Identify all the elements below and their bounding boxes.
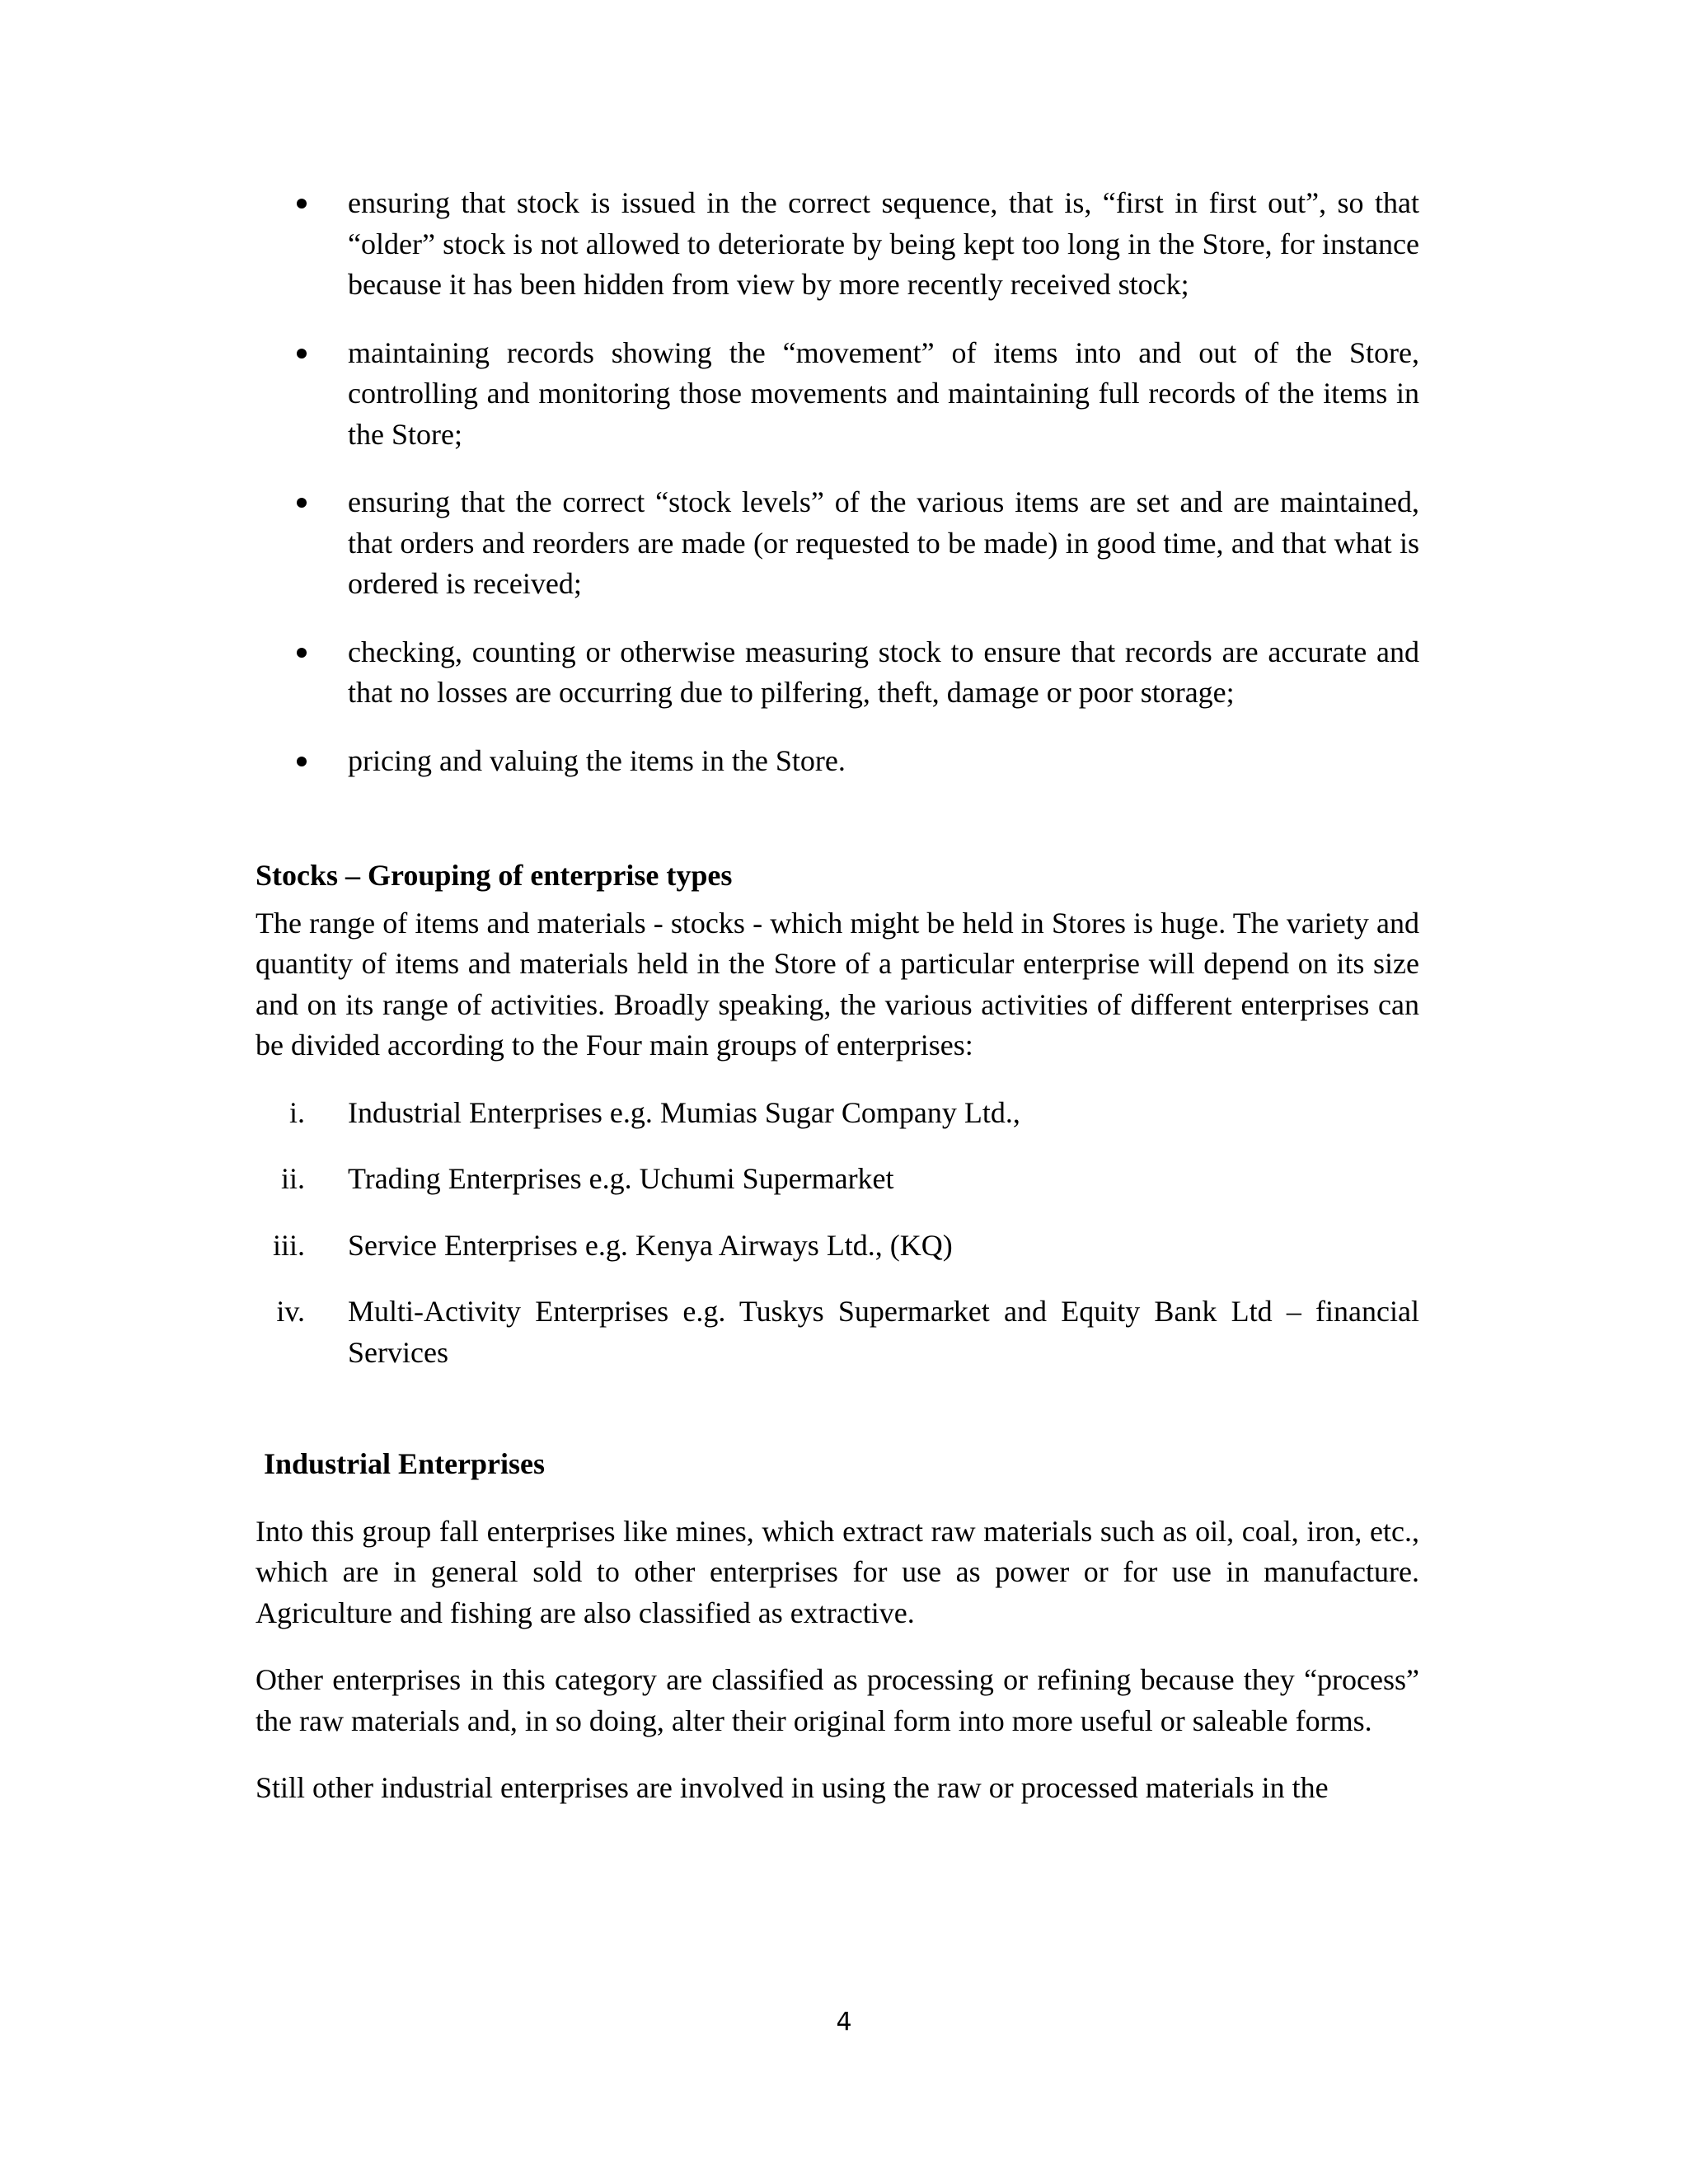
bullet-icon	[297, 498, 307, 508]
bullet-item	[256, 183, 1419, 306]
bullet-item	[256, 741, 1419, 782]
section-heading-grouping: Stocks – Grouping of enterprise types	[256, 859, 733, 892]
bullet-list	[256, 183, 1419, 781]
list-text: Industrial Enterprises e.g. Mumias Sugar Company Ltd.,	[348, 1095, 1020, 1129]
list-number: ii.	[280, 1162, 305, 1195]
page-number: 4	[836, 2008, 852, 2036]
bullet-icon	[297, 349, 307, 359]
list-item	[256, 1159, 1419, 1200]
list-number: i.	[288, 1095, 305, 1129]
list-number: iii.	[272, 1228, 305, 1262]
bullet-icon	[297, 199, 307, 209]
list-item	[256, 1226, 1419, 1267]
bullet-text: checking, counting or otherwise measuring stock to ensure that records are accurate and that no losses are occurring due to pilfering, theft, damage or poor storage;	[348, 635, 1419, 709]
page-content	[256, 183, 1419, 1809]
list-text: Multi-Activity Enterprises e.g. Tuskys Supermarket and Equity Bank Ltd – financial Services	[348, 1295, 1419, 1369]
section-paragraph: Still other industrial enterprises are involved in using the raw or processed materials in the	[256, 1771, 1329, 1804]
section-paragraph: Other enterprises in this category are classified as processing or refining because they “process” the raw materials and, in so doing, alter their original form into more useful or saleable forms.	[256, 1663, 1419, 1737]
bullet-icon	[297, 757, 307, 766]
bullet-text: pricing and valuing the items in the Store.	[348, 743, 846, 777]
section-heading-industrial: Industrial Enterprises	[264, 1447, 546, 1480]
list-item	[256, 1291, 1419, 1373]
bullet-item	[256, 333, 1419, 456]
section-paragraph: Into this group fall enterprises like mines, which extract raw materials such as oil, coal, iron, etc., which are in general sold to other enterprises for use as power or for use in manufacture. Agriculture and fishing are also classified as extractive.	[256, 1514, 1419, 1629]
bullet-item	[256, 482, 1419, 605]
bullet-icon	[297, 648, 307, 658]
bullet-item	[256, 632, 1419, 714]
list-number: iv.	[276, 1295, 305, 1328]
section-paragraph: The range of items and materials - stocks - which might be held in Stores is huge. The variety and quantity of items and materials held in the Store of a particular enterprise will depend on its size and on its range of activities. Broadly speaking, the various activities of different enterprises can be divided according to the Four main groups of enterprises:	[256, 906, 1419, 1062]
enterprise-groups-list	[256, 1093, 1419, 1374]
list-text: Trading Enterprises e.g. Uchumi Supermarket	[348, 1162, 894, 1195]
list-item	[256, 1093, 1419, 1134]
list-text: Service Enterprises e.g. Kenya Airways Ltd., (KQ)	[348, 1228, 953, 1262]
bullet-text: ensuring that the correct “stock levels” of the various items are set and are maintained, that orders and reorders are made (or requested to be made) in good time, and that what is ordered is received;	[348, 485, 1419, 600]
bullet-text: ensuring that stock is issued in the correct sequence, that is, “first in first out”, so that “older” stock is not allowed to deteriorate by being kept too long in the Store, for instance because it has been hidden from view by more recently received stock;	[348, 186, 1419, 301]
bullet-text: maintaining records showing the “movement” of items into and out of the Store, controlling and monitoring those movements and maintaining full records of the items in the Store;	[348, 335, 1419, 451]
